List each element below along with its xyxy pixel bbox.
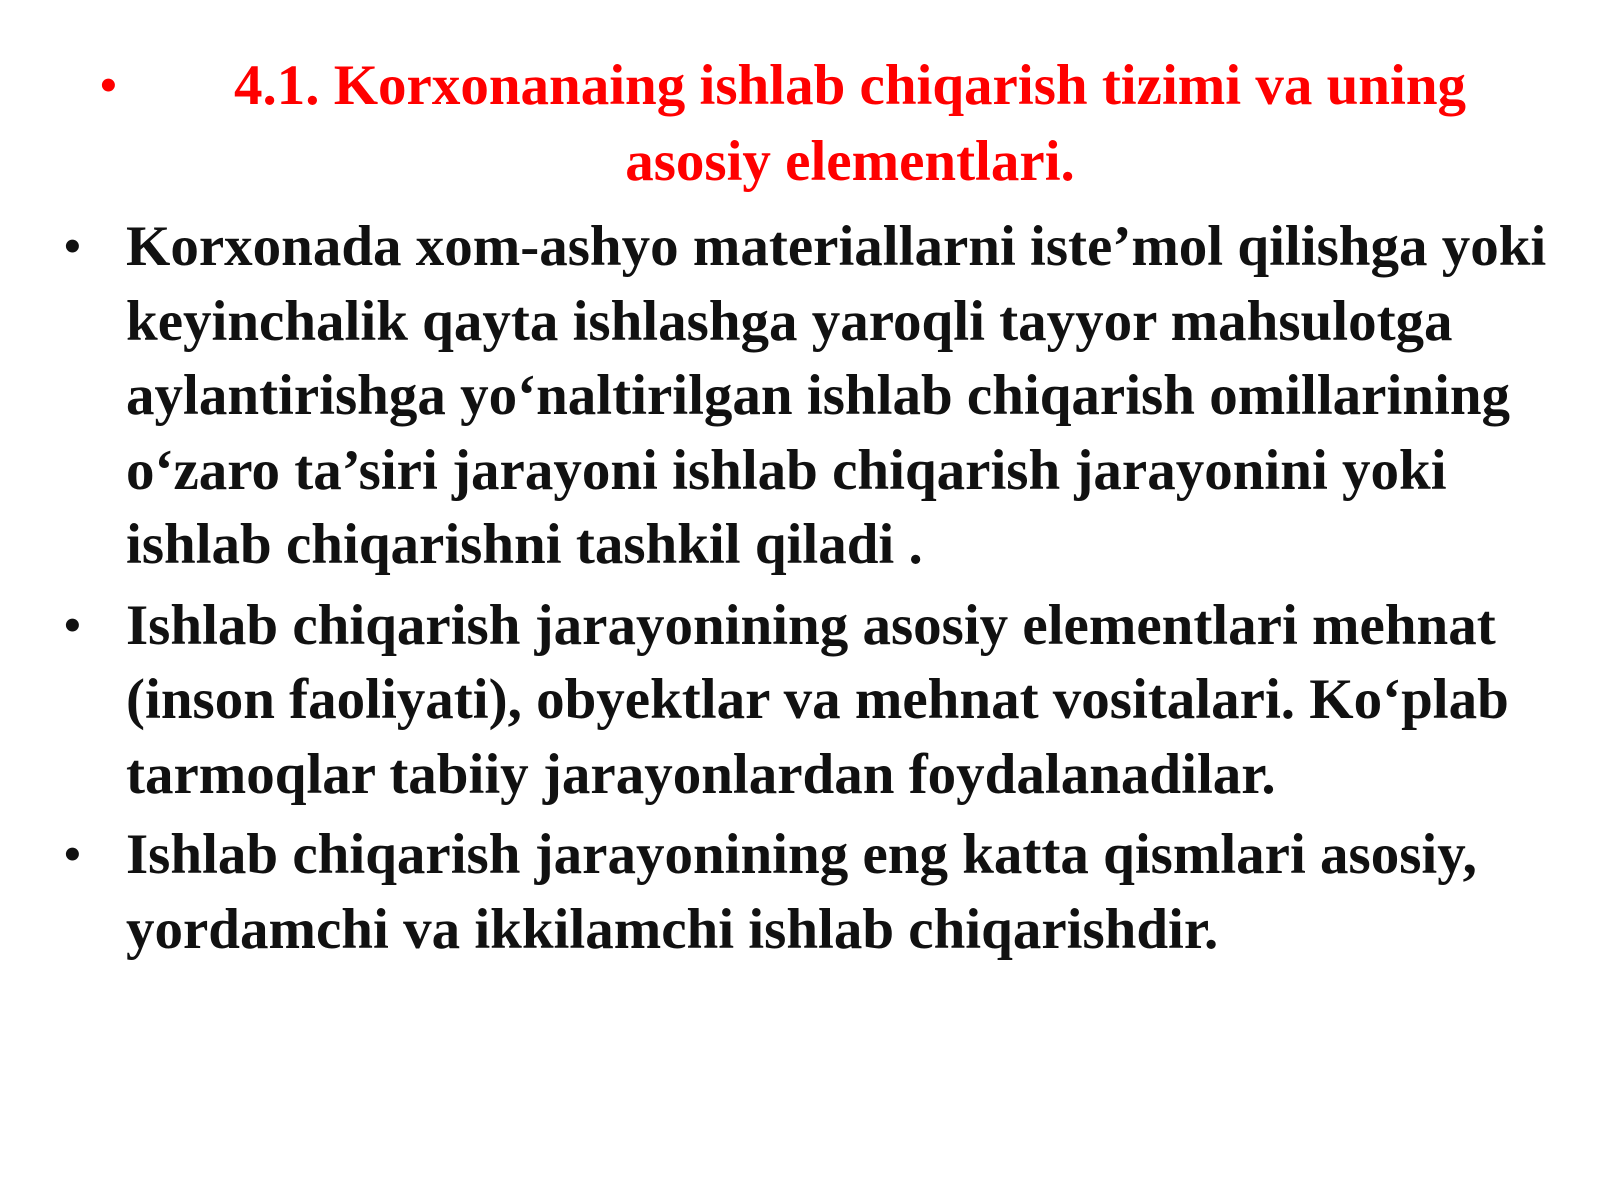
bullet-item	[60, 589, 1550, 813]
slide-title-text: 4.1. Korxonanaing ishlab chiqarish tizimi va uning asosiy elementlari.	[233, 54, 1467, 193]
bullet-list	[60, 210, 1550, 973]
title-bullet-icon: •	[100, 59, 117, 112]
bullet-item-text: Ishlab chiqarish jarayonining eng katta qismlari asosiy, yordamchi va ikkilamchi ishlab chiqarishdir.	[126, 823, 1477, 961]
bullet-icon: •	[64, 828, 81, 881]
slide-title	[100, 48, 1540, 200]
bullet-item	[60, 210, 1550, 583]
bullet-item-text: Korxonada xom-ashyo materiallarni iste’mol qilishga yoki keyinchalik qayta ishlashga yaroqli tayyor mahsulotga aylantirishga yo‘naltirilgan ishlab chiqarish omillarining o‘zaro ta’siri jarayoni ishlab chiqarish jarayonini yoki ishlab chiqarishni tashkil qiladi .	[126, 215, 1547, 576]
bullet-icon: •	[64, 598, 81, 652]
bullet-item-text: Ishlab chiqarish jarayonining asosiy elementlari mehnat (inson faoliyati), obyektlar va mehnat vositalari. Ko‘plab tarmoqlar tabiiy jarayonlardan foydalanadilar.	[126, 593, 1509, 806]
bullet-icon: •	[64, 220, 81, 273]
bullet-item	[60, 818, 1550, 967]
